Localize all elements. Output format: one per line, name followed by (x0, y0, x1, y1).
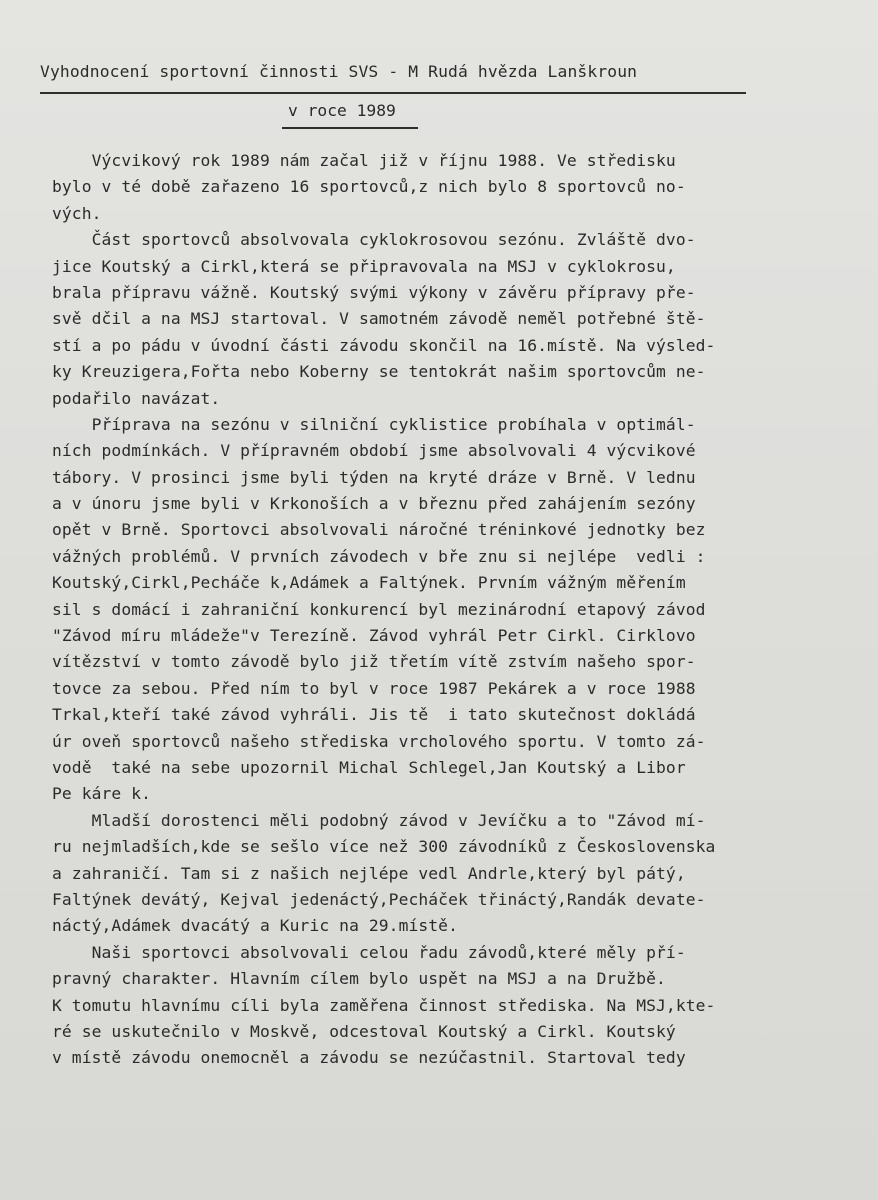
text-line: stí a po pádu v úvodní části závodu skončil na 16.místě. Na výsled- (52, 335, 716, 355)
text-line: ré se uskutečnilo v Moskvě, odcestoval Koutský a Cirkl. Koutský (52, 1021, 676, 1041)
text-line: pravný charakter. Hlavním cílem bylo uspět na MSJ a na Družbě. (52, 969, 666, 989)
text-line: vážných problémů. V prvních závodech v bře znu si nejlépe vedli : (52, 546, 706, 566)
text-line: ky Kreuzigera,Fořta nebo Koberny se tentokrát našim sportovcům ne- (52, 362, 706, 382)
text-line: brala přípravu vážně. Koutský svými výkony v závěru přípravy pře- (52, 282, 696, 302)
subtitle-underline (282, 127, 418, 129)
text-line: sil s domácí i zahraniční konkurencí byl mezinárodní etapový závod (52, 599, 706, 619)
text-line: tábory. V prosinci jsme byli týden na kryté dráze v Brně. V lednu (52, 467, 696, 487)
text-line: K tomutu hlavnímu cíli byla zaměřena činnost střediska. Na MSJ,kte- (52, 995, 716, 1015)
text-line: vých. (52, 203, 102, 223)
document-title: Vyhodnocení sportovní činnosti SVS - M Rudá hvězda Lanškroun (40, 62, 638, 81)
text-line: náctý,Adámek dvacátý a Kuric na 29.místě. (52, 916, 458, 936)
text-line: v místě závodu onemocněl a závodu se nezúčastnil. Startoval tedy (52, 1048, 686, 1068)
body-text (52, 148, 842, 1072)
text-line: "Závod míru mládeže"v Terezíně. Závod vyhrál Petr Cirkl. Cirklovo (52, 626, 696, 646)
text-line: ru nejmladších,kde se sešlo více než 300 závodníků z Československa (52, 837, 716, 857)
text-line: svě dčil a na MSJ startoval. V samotném závodě neměl potřebné ště- (52, 309, 706, 329)
text-line: podařilo navázat. (52, 388, 221, 408)
text-line: vítězství v tomto závodě bylo již třetím vítě zstvím našeho spor- (52, 652, 696, 672)
text-line: Koutský,Cirkl,Pecháče k,Adámek a Faltýnek. Prvním vážným měřením (52, 573, 686, 593)
text-line: vodě také na sebe upozornil Michal Schlegel,Jan Koutský a Libor (52, 757, 686, 777)
text-line: Výcvikový rok 1989 nám začal již v říjnu 1988. Ve středisku (52, 151, 676, 170)
text-line: opět v Brně. Sportovci absolvovali náročné tréninkové jednotky bez (52, 520, 706, 540)
text-line: Část sportovců absolvovala cyklokrosovou sezónu. Zvláště dvo- (52, 230, 696, 250)
text-line: Naši sportovci absolvovali celou řadu závodů,které měly pří- (52, 942, 686, 962)
text-line: a v únoru jsme byli v Krkonoších a v březnu před zahájením sezóny (52, 494, 696, 514)
text-line: tovce za sebou. Před ním to byl v roce 1987 Pekárek a v roce 1988 (52, 678, 696, 698)
title-underline (40, 92, 746, 94)
document-subtitle: v roce 1989 (288, 101, 396, 120)
text-line: Mladší dorostenci měli podobný závod v Jevíčku a to "Závod mí- (52, 810, 706, 830)
text-line: Příprava na sezónu v silniční cyklistice probíhala v optimál- (52, 414, 696, 434)
text-line: jice Koutský a Cirkl,která se připravovala na MSJ v cyklokrosu, (52, 256, 676, 276)
text-line: úr oveň sportovců našeho střediska vrcholového sportu. V tomto zá- (52, 731, 706, 751)
text-line: Trkal,kteří také závod vyhráli. Jis tě i tato skutečnost dokládá (52, 705, 696, 725)
text-line: ních podmínkách. V přípravném období jsme absolvovali 4 výcvikové (52, 441, 696, 461)
text-line: bylo v té době zařazeno 16 sportovců,z nich bylo 8 sportovců no- (52, 177, 686, 197)
text-line: Pe káre k. (52, 784, 152, 804)
text-line: Faltýnek devátý, Kejval jedenáctý,Pecháček třináctý,Randák devate- (52, 889, 706, 909)
text-line: a zahraničí. Tam si z našich nejlépe vedl Andrle,který byl pátý, (52, 863, 686, 883)
